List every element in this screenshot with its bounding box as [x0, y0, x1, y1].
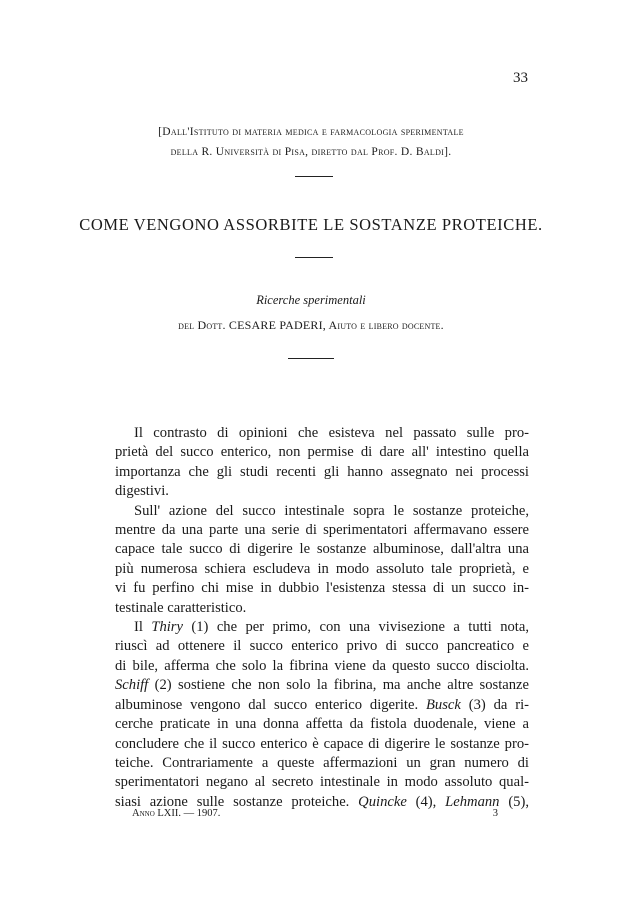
footer-signature-mark: 3 [492, 808, 498, 819]
text-line: teiche. Contrariamente a queste affermazioni un gran numero di [115, 754, 529, 771]
text-line: riuscì ad ottenere il succo enterico privo di succo pancreatico e [115, 638, 529, 655]
text-line: Il Thiry (1) che per primo, con una vivisezione a tutti nota, [134, 619, 529, 636]
text-line: importanza che gli studi recenti gli hanno assegnato nei processi [115, 463, 529, 480]
text-line: vi fu perfino chi mise in dubbio l'esistenza stessa di un succo in- [115, 580, 529, 597]
text-line: prietà del succo enterico, non permise di dare all' intestino quella [115, 444, 529, 461]
text-line: Il contrasto di opinioni che esisteva nel passato sulle pro- [134, 425, 529, 441]
text-line: di bile, afferma che solo la fibrina viene da questo succo disciolta. [115, 657, 529, 674]
body-text [115, 424, 529, 812]
page-number: 33 [513, 70, 528, 86]
citation-thiry: Thiry [151, 619, 183, 636]
divider-rule-1 [295, 176, 333, 177]
divider-rule-3 [288, 358, 334, 359]
text-line: digestivi. [115, 483, 169, 500]
affiliation-line-1: [Dall'Istituto di materia medica e farmacologia sperimentale [158, 126, 464, 138]
text-line: testinale caratteristico. [115, 599, 247, 616]
paragraph-2 [115, 502, 529, 618]
affiliation-line-2: della R. Università di Pisa, diretto dal Prof. D. Baldi]. [170, 146, 452, 158]
text-line: mentre da una parte una serie di sperimentatori affermavano essere [115, 522, 529, 539]
paragraph-3 [115, 618, 529, 812]
text-line: sperimentatori negano al secreto intestinale in modo assoluto qual- [115, 774, 529, 791]
citation-lehmann: Lehmann [445, 793, 500, 810]
article-title: COME VENGONO ASSORBITE LE SOSTANZE PROTEICHE. [79, 215, 543, 234]
text-line: siasi azione sulle sostanze proteiche. Quincke (4), Lehmann (5), [115, 793, 529, 810]
citation-busck: Busck [425, 696, 461, 713]
footer-volume-year: Anno LXII. — 1907. [132, 808, 221, 819]
text-line: Schiff (2) sostiene che non solo la fibrina, ma anche altre sostanze [115, 677, 529, 694]
citation-schiff: Schiff [115, 677, 149, 694]
text-line: Sull' azione del succo intestinale sopra le sostanze proteiche, [134, 502, 529, 519]
text-line: albuminose vengono dal succo enterico digerite. Busck (3) da ri- [115, 696, 529, 713]
divider-rule-2 [295, 257, 333, 258]
text-line: capace tale succo di digerire le sostanze albuminose, dall'altra una [115, 541, 529, 558]
text-line: più numerosa schiera escludeva in modo assoluto tale proprietà, e [115, 560, 529, 577]
text-line: concludere che il succo enterico è capace di digerire le sostanze pro- [115, 735, 529, 752]
affiliation [0, 122, 622, 162]
citation-quincke: Quincke [358, 793, 407, 810]
paragraph-1 [115, 424, 529, 502]
article-subtitle: Ricerche sperimentali [256, 293, 366, 307]
article-author: del Dott. CESARE PADERI, Aiuto e libero docente. [178, 318, 444, 332]
text-line: cerche praticate in una donna affetta da fistola duodenale, viene a [115, 716, 529, 733]
